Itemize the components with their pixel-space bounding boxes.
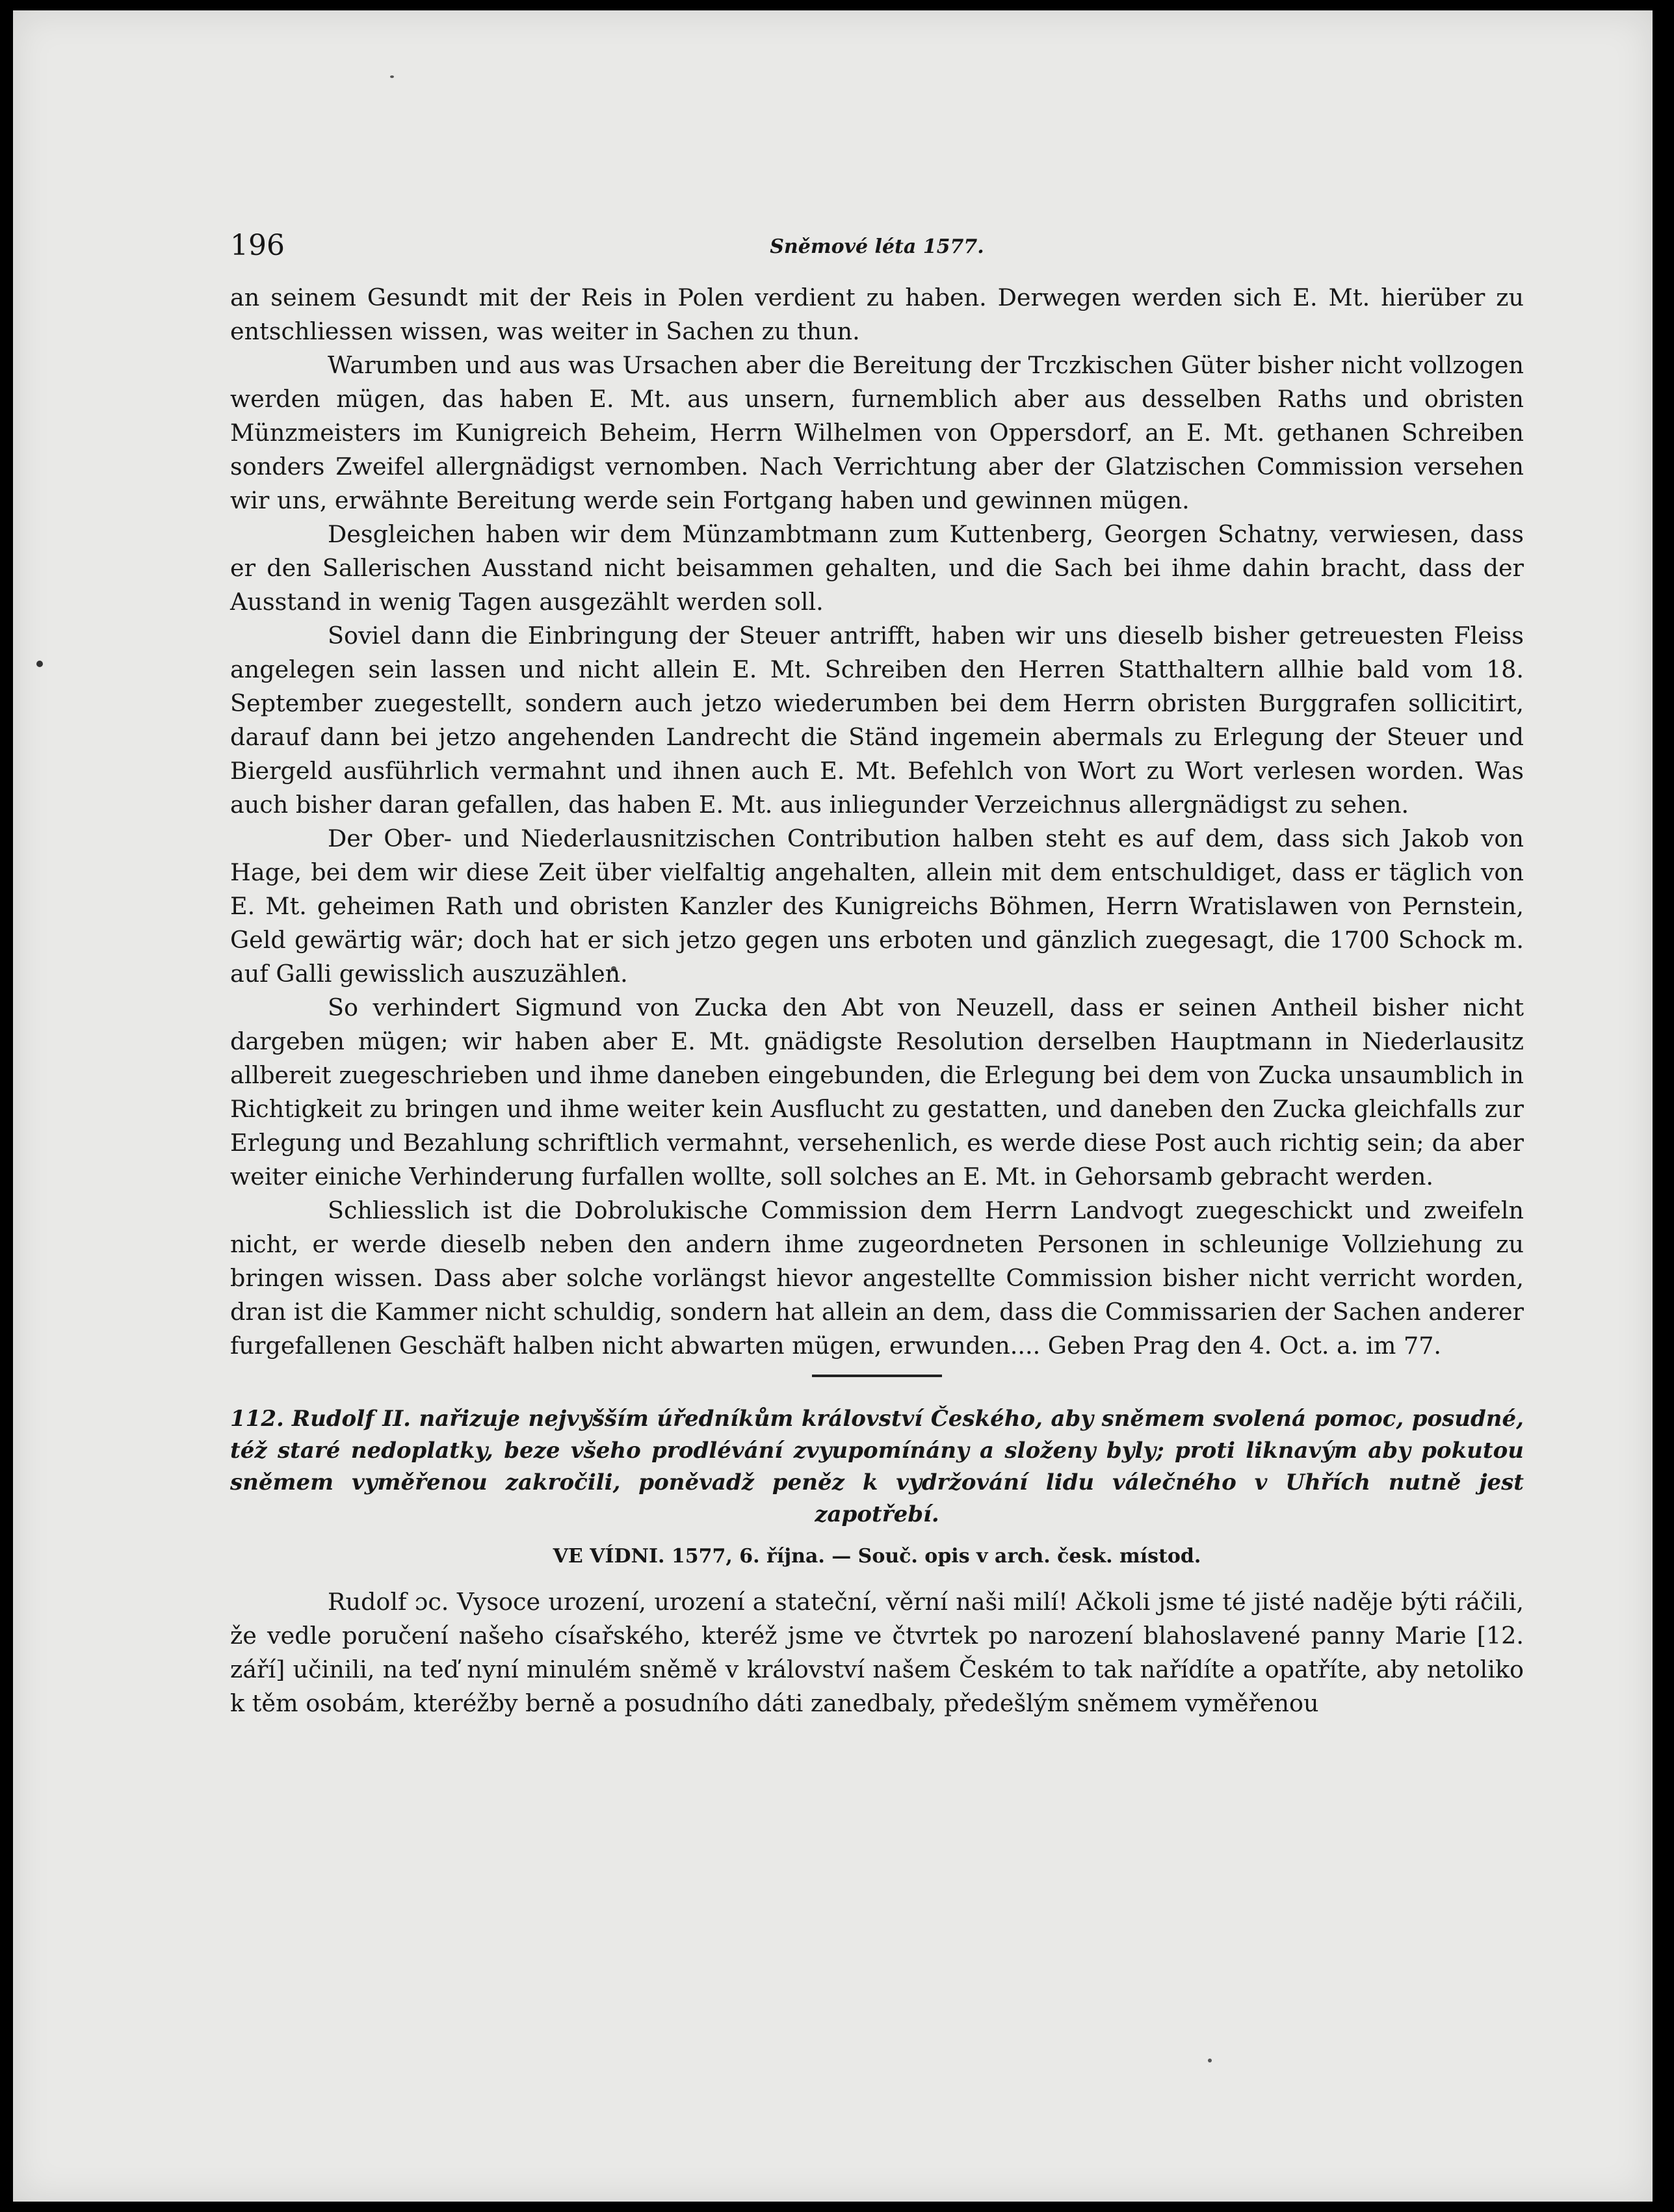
- paragraph-1: an seinem Gesundt mit der Reis in Polen verdient zu haben. Derwegen werden sich E. Mt. hierüber zu entschliessen wissen, was weiter in Sachen zu thun.: [230, 283, 1524, 345]
- scanned-page: [13, 10, 1653, 2202]
- document-summary: Rudolf II. nařizuje nejvyšším úředníkům království Českého, aby sněmem svolená pomoc, posudné, též staré nedoplatky, beze všeho prodlévání zvyupomínány a složeny byly; proti liknavým aby pokutou sněmem vyměřenou zakročili, poněvadž peněz k vydržování lidu válečného v Uhřích nutně jest zapotřebí.: [230, 1406, 1524, 1527]
- paragraph-4: Soviel dann die Einbringung der Steuer antrifft, haben wir uns dieselb bisher getreuesten Fleiss angelegen sein lassen und nicht allein E. Mt. Schreiben den Herren Statthaltern allhie bald vom 18. September zuegestellt, sondern auch jetzo wiederumben bei dem Herrn obristen Burggrafen sollicitirt, darauf dann bei jetzo angehenden Landrecht die Ständ ingemein abermals zu Erlegung der Steuer und Biergeld ausführlich vermahnt und ihnen auch E. Mt. Befehlch von Wort zu Wort verlesen worden. Was auch bisher daran gefallen, das haben E. Mt. aus inliegunder Verzeichnus allergnädigst zu sehen.: [230, 622, 1524, 819]
- speck: [36, 661, 43, 667]
- text-block: [230, 229, 1524, 1720]
- document-number: 112.: [230, 1406, 284, 1432]
- page-number: 196: [230, 229, 285, 262]
- paragraph-5: Der Ober- und Niederlausnitzischen Contribution halben steht es auf dem, dass sich Jakob von Hage, bei dem wir diese Zeit über vielfaltig angehalten, allein mit dem entschuldiget, dass er täglich von E. Mt. geheimen Rath und obristen Kanzler des Kunigreichs Böhmen, Herrn Wratislawen von Pernstein, Geld gewärtig wär; doch hat er sich jetzo gegen uns erboten und gänzlich zuegesagt, die 1700 Schock m. auf Galli gewisslich auszuzählen.: [230, 824, 1524, 988]
- paragraph-7: Schliesslich ist die Dobrolukische Commission dem Herrn Landvogt zuegeschickt und zweifeln nicht, er werde dieselb neben den andern ihme zugeordneten Personen in schleunige Vollziehung zu bringen wissen. Dass aber solche vorlängst hievor angestellte Commission bisher nicht verricht worden, dran ist die Kammer nicht schuldig, sondern hat allein an dem, dass die Commissarien der Sachen anderer furgefallenen Geschäft halben nicht abwarten mügen, erwunden.... Geben Prag den 4. Oct. a. im 77.: [230, 1196, 1524, 1360]
- section-divider: [812, 1375, 942, 1377]
- document-source: VE VÍDNI. 1577, 6. října. — Souč. opis v arch. česk. místod.: [553, 1545, 1201, 1568]
- paragraph-2: Warumben und aus was Ursachen aber die Bereitung der Trczkischen Güter bisher nicht vollzogen werden mügen, das haben E. Mt. aus unsern, furnemblich aber aus desselben Raths und obristen Münzmeisters im Kunigreich Beheim, Herrn Wilhelmen von Oppersdorf, an E. Mt. gethanen Schreiben sonders Zweifel allergnädigst vernomben. Nach Verrichtung aber der Glatzischen Commission versehen wir uns, erwähnte Bereitung werde sein Fortgang haben und gewinnen mügen.: [230, 351, 1524, 514]
- page-header: [230, 229, 1524, 281]
- speck: [390, 75, 394, 78]
- document-heading: [230, 1403, 1524, 1531]
- document-text: Rudolf ɔc. Vysoce urození, urození a stateční, věrní naši milí! Ačkoli jsme té jisté naděje býti ráčili, že vedle poručení našeho císařského, kteréž jsme ve čtvrtek po narození blahoslavené panny Marie [12. září] učinili, na teď nyní minulém sněmě v království našem Českém to tak nařídíte a opatříte, aby netoliko k těm osobám, kteréžby berně a posudního dáti zanedbaly, předešlým sněmem vyměřenou: [230, 1588, 1524, 1717]
- paragraph-3: Desgleichen haben wir dem Münzambtmann zum Kuttenberg, Georgen Schatny, verwiesen, dass er den Sallerischen Ausstand nicht beisammen gehalten, und die Sach bei ihme dahin bracht, dass der Ausstand in wenig Tagen ausgezählt werden soll.: [230, 520, 1524, 616]
- running-head: Sněmové léta 1577.: [770, 235, 984, 258]
- speck: [1208, 2059, 1212, 2062]
- paragraph-6: So verhindert Sigmund von Zucka den Abt von Neuzell, dass er seinen Antheil bisher nicht dargeben mügen; wir haben aber E. Mt. gnädigste Resolution derselben Hauptmann in Niederlausitz allbereit zuegeschrieben und ihme daneben eingebunden, die Erlegung bei dem von Zucka unsaumblich in Richtigkeit zu bringen und ihme weiter kein Ausflucht zu gestatten, und daneben den Zucka gleichfalls zur Erlegung und Bezahlung schriftlich vermahnt, versehenlich, es werde diese Post auch richtig sein; da aber weiter einiche Verhinderung furfallen wollte, soll solches an E. Mt. in Gehorsamb gebracht werden.: [230, 994, 1524, 1191]
